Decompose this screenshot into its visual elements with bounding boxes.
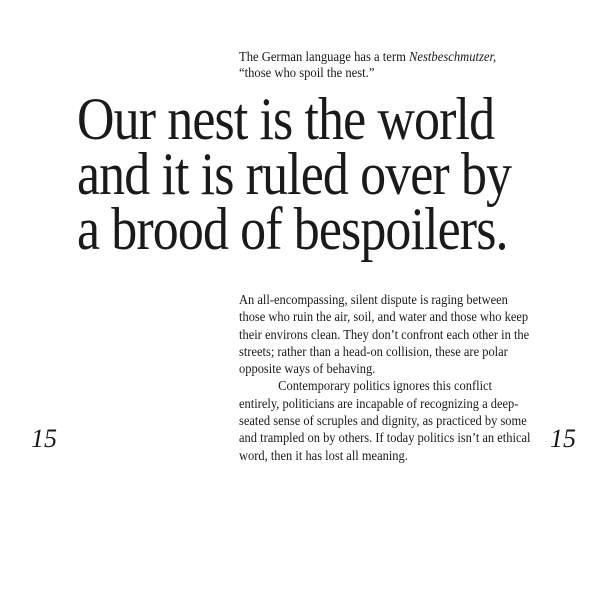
intro-term: Nestbeschmutzer, [409,50,497,65]
intro-text-after: “those who spoil the nest.” [239,66,375,81]
page-number-right: 15 [550,424,576,453]
headline-line-1: Our nest is the world [77,86,495,152]
headline-line-3: a brood of bespoilers. [77,196,508,262]
headline [77,86,527,262]
body-text [239,292,533,465]
intro-caption [239,50,527,82]
intro-text-before: The German language has a term [239,50,410,65]
page-number-left: 15 [31,424,57,453]
body-paragraph-1: An all-encompassing, silent dispute is raging between those who ruin the air, soil, and water and those who keep their environs clean. They don’t confront each other in the streets; rather than a head-on collision, these are polar opposite ways of behaving. [239,293,530,378]
headline-line-2: and it is ruled over by [77,141,512,207]
body-paragraph-2: Contemporary politics ignores this conflict entirely, politicians are incapable of recognizing a deep-seated sense of scruples and dignity, as practiced by some and trampled on by others. If today politics isn’t an ethical word, then it has lost all meaning. [239,379,531,464]
